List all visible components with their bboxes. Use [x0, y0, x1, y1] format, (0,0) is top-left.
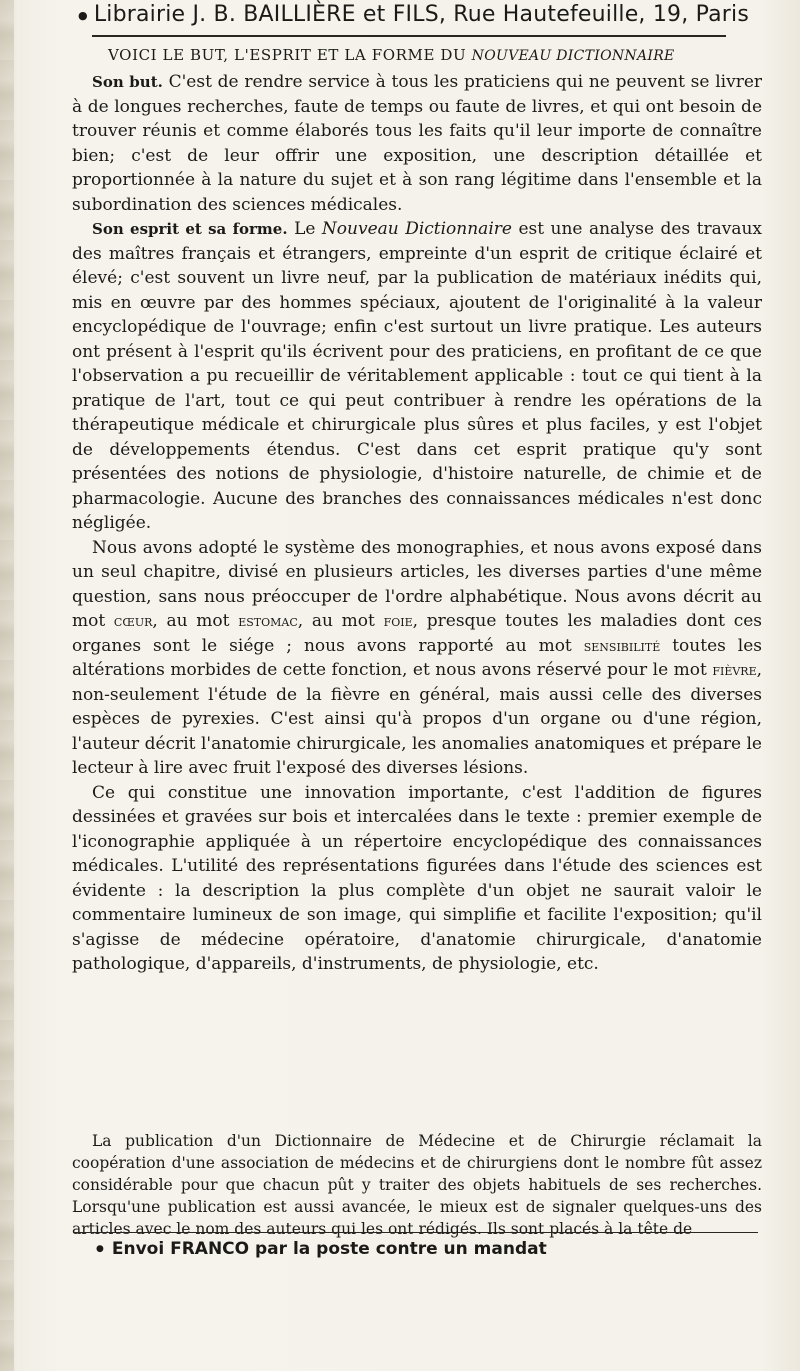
heading-but: Son but. [92, 73, 163, 91]
footer-rule [74, 1232, 758, 1233]
footer [96, 1239, 756, 1259]
bullet-icon: ● [96, 1244, 104, 1254]
text-but: C'est de rendre service à tous les praticiens qui ne peuvent se livrer à de longues recherches, faute de temps ou faute de livres, et qui ont besoin de trouver réunis et comme élaborés tous les faits qu'il leur importe de connaître bien; c'est de leur offrir une exposition, une description détaillée et proportionnée à la nature du sujet et à son rang légitime dans l'ensemble et la subordination des sciences médicales. [72, 72, 763, 215]
text-pub-book: Dictionnaire de Médecine et de Chirurgie [274, 1132, 647, 1150]
subtitle-book: NOUVEAU DICTIONNAIRE [471, 48, 675, 64]
small-text [72, 1130, 762, 1240]
term-fievre: fièvre [712, 661, 757, 679]
text-figures: Ce qui constitue une innovation importante, c'est l'addition de figures dessinées et gravées sur bois et intercalées dans le texte : premier exemple de l'iconographie appliquée à un répertoire encyclopédique des connaissances médicales. L'utilité des représentations figurées dans l'étude des sciences est évidente : la description la plus complète d'un objet ne saurait valoir le commentaire lumineux de son image, qui simplifie et facilite l'exposition; qu'il s'agisse de médecine opératoire, d'anatomie chirurgicale, d'anatomie pathologique, d'appareils, d'instruments, de physiologie, etc. [72, 782, 762, 974]
text-pub-2: réclamait la coopération d'une association de médecins et de chirurgiens dont le nombre fût assez considérable pour que chacun pût y traiter des objets habituels de ses recherches. Lorsqu'une publication est aussi avancée, le mieux est de signaler quelques-uns des articles avec le nom des auteurs qui les ont rédigés. Ils sont placés à la tête de [72, 1132, 762, 1238]
paragraph-monographies [72, 536, 762, 781]
text-mono-1: Nous avons adopté le système des monographies, et nous avons exposé dans un seul chapitre, divisé en plusieurs articles, les diverses parties d'une même question, sans nous préoccuper de l'ordre alphabétique. Nous avons décrit au mot [72, 537, 762, 631]
subtitle-prefix: VOICI LE BUT, L'ESPRIT ET LA FORME DU [108, 46, 467, 64]
publisher-line: Librairie J. B. BAILLIÈRE et FILS, Rue Hautefeuille, 19, Paris [93, 2, 749, 27]
paragraph-but [72, 70, 762, 217]
term-coeur: cœur [113, 612, 153, 630]
text-pub-1: La publication d'un [92, 1132, 262, 1150]
text-mono-2: , au mot [152, 611, 230, 631]
heading-esprit: Son esprit et sa forme. [92, 220, 288, 238]
text-mono-3: , au mot [297, 611, 375, 631]
text-esprit: est une analyse des travaux des maîtres français et étrangers, empreinte d'un esprit de critique éclairé et élevé; c'est souvent un livre neuf, par la publication de matériaux inédits qui, mis en œuvre par des hommes spéciaux, ajoutent de l'originalité à la valeur encyclopédique de l'ouvrage; enfin c'est surtout un livre pratique. Les auteurs ont présent à l'esprit qu'ils écrivent pour des praticiens, en profitant de ce que l'observation a pu recueillir de véritablement applicable : tout ce qui tient à la pratique de l'art, tout ce qui peut contribuer à rendre les opérations de la thérapeutique médicale et chirurgicale plus sûres et plus faciles, y est l'objet de développements étendus. C'est dans cet esprit pratique qu'y sont présentées des notions de physiologie, d'histoire naturelle, de chimie et de pharmacologie. Aucune des branches des connaissances médicales n'est donc négligée. [72, 219, 763, 533]
text-esprit-book: Nouveau Dictionnaire [321, 219, 512, 239]
text-mono-6: , non-seulement l'étude de la fièvre en général, mais aussi celle des diverses espèces de pyrexies. C'est ainsi qu'à propos d'un organe ou d'une région, l'auteur décrit l'anatomie chirurgicale, les anomalies anatomiques et prépare le lecteur à lire avec fruit l'exposé des diverses lésions. [72, 660, 763, 778]
text-mono-4: , presque toutes les maladies dont ces organes sont le siége ; nous avons rapporté au mot [72, 611, 762, 656]
main-text [72, 70, 762, 977]
term-foie: foie [383, 612, 413, 630]
paragraph-publication [72, 1130, 762, 1240]
binding-gutter [0, 0, 14, 1371]
text-esprit-le: Le [294, 219, 316, 239]
term-estomac: estomac [238, 612, 298, 630]
term-sensibilite: sensibilité [583, 636, 661, 655]
subtitle [108, 46, 758, 64]
paragraph-figures [72, 781, 762, 977]
paragraph-esprit [72, 217, 762, 536]
text-mono-5: toutes les altérations morbides de cette fonction, et nous avons réservé pour le mot [72, 635, 763, 680]
publisher-header [78, 2, 749, 27]
header-rule [92, 35, 726, 37]
footer-text: Envoi FRANCO par la poste contre un mandat [111, 1239, 547, 1259]
bullet-icon: ● [78, 8, 88, 22]
